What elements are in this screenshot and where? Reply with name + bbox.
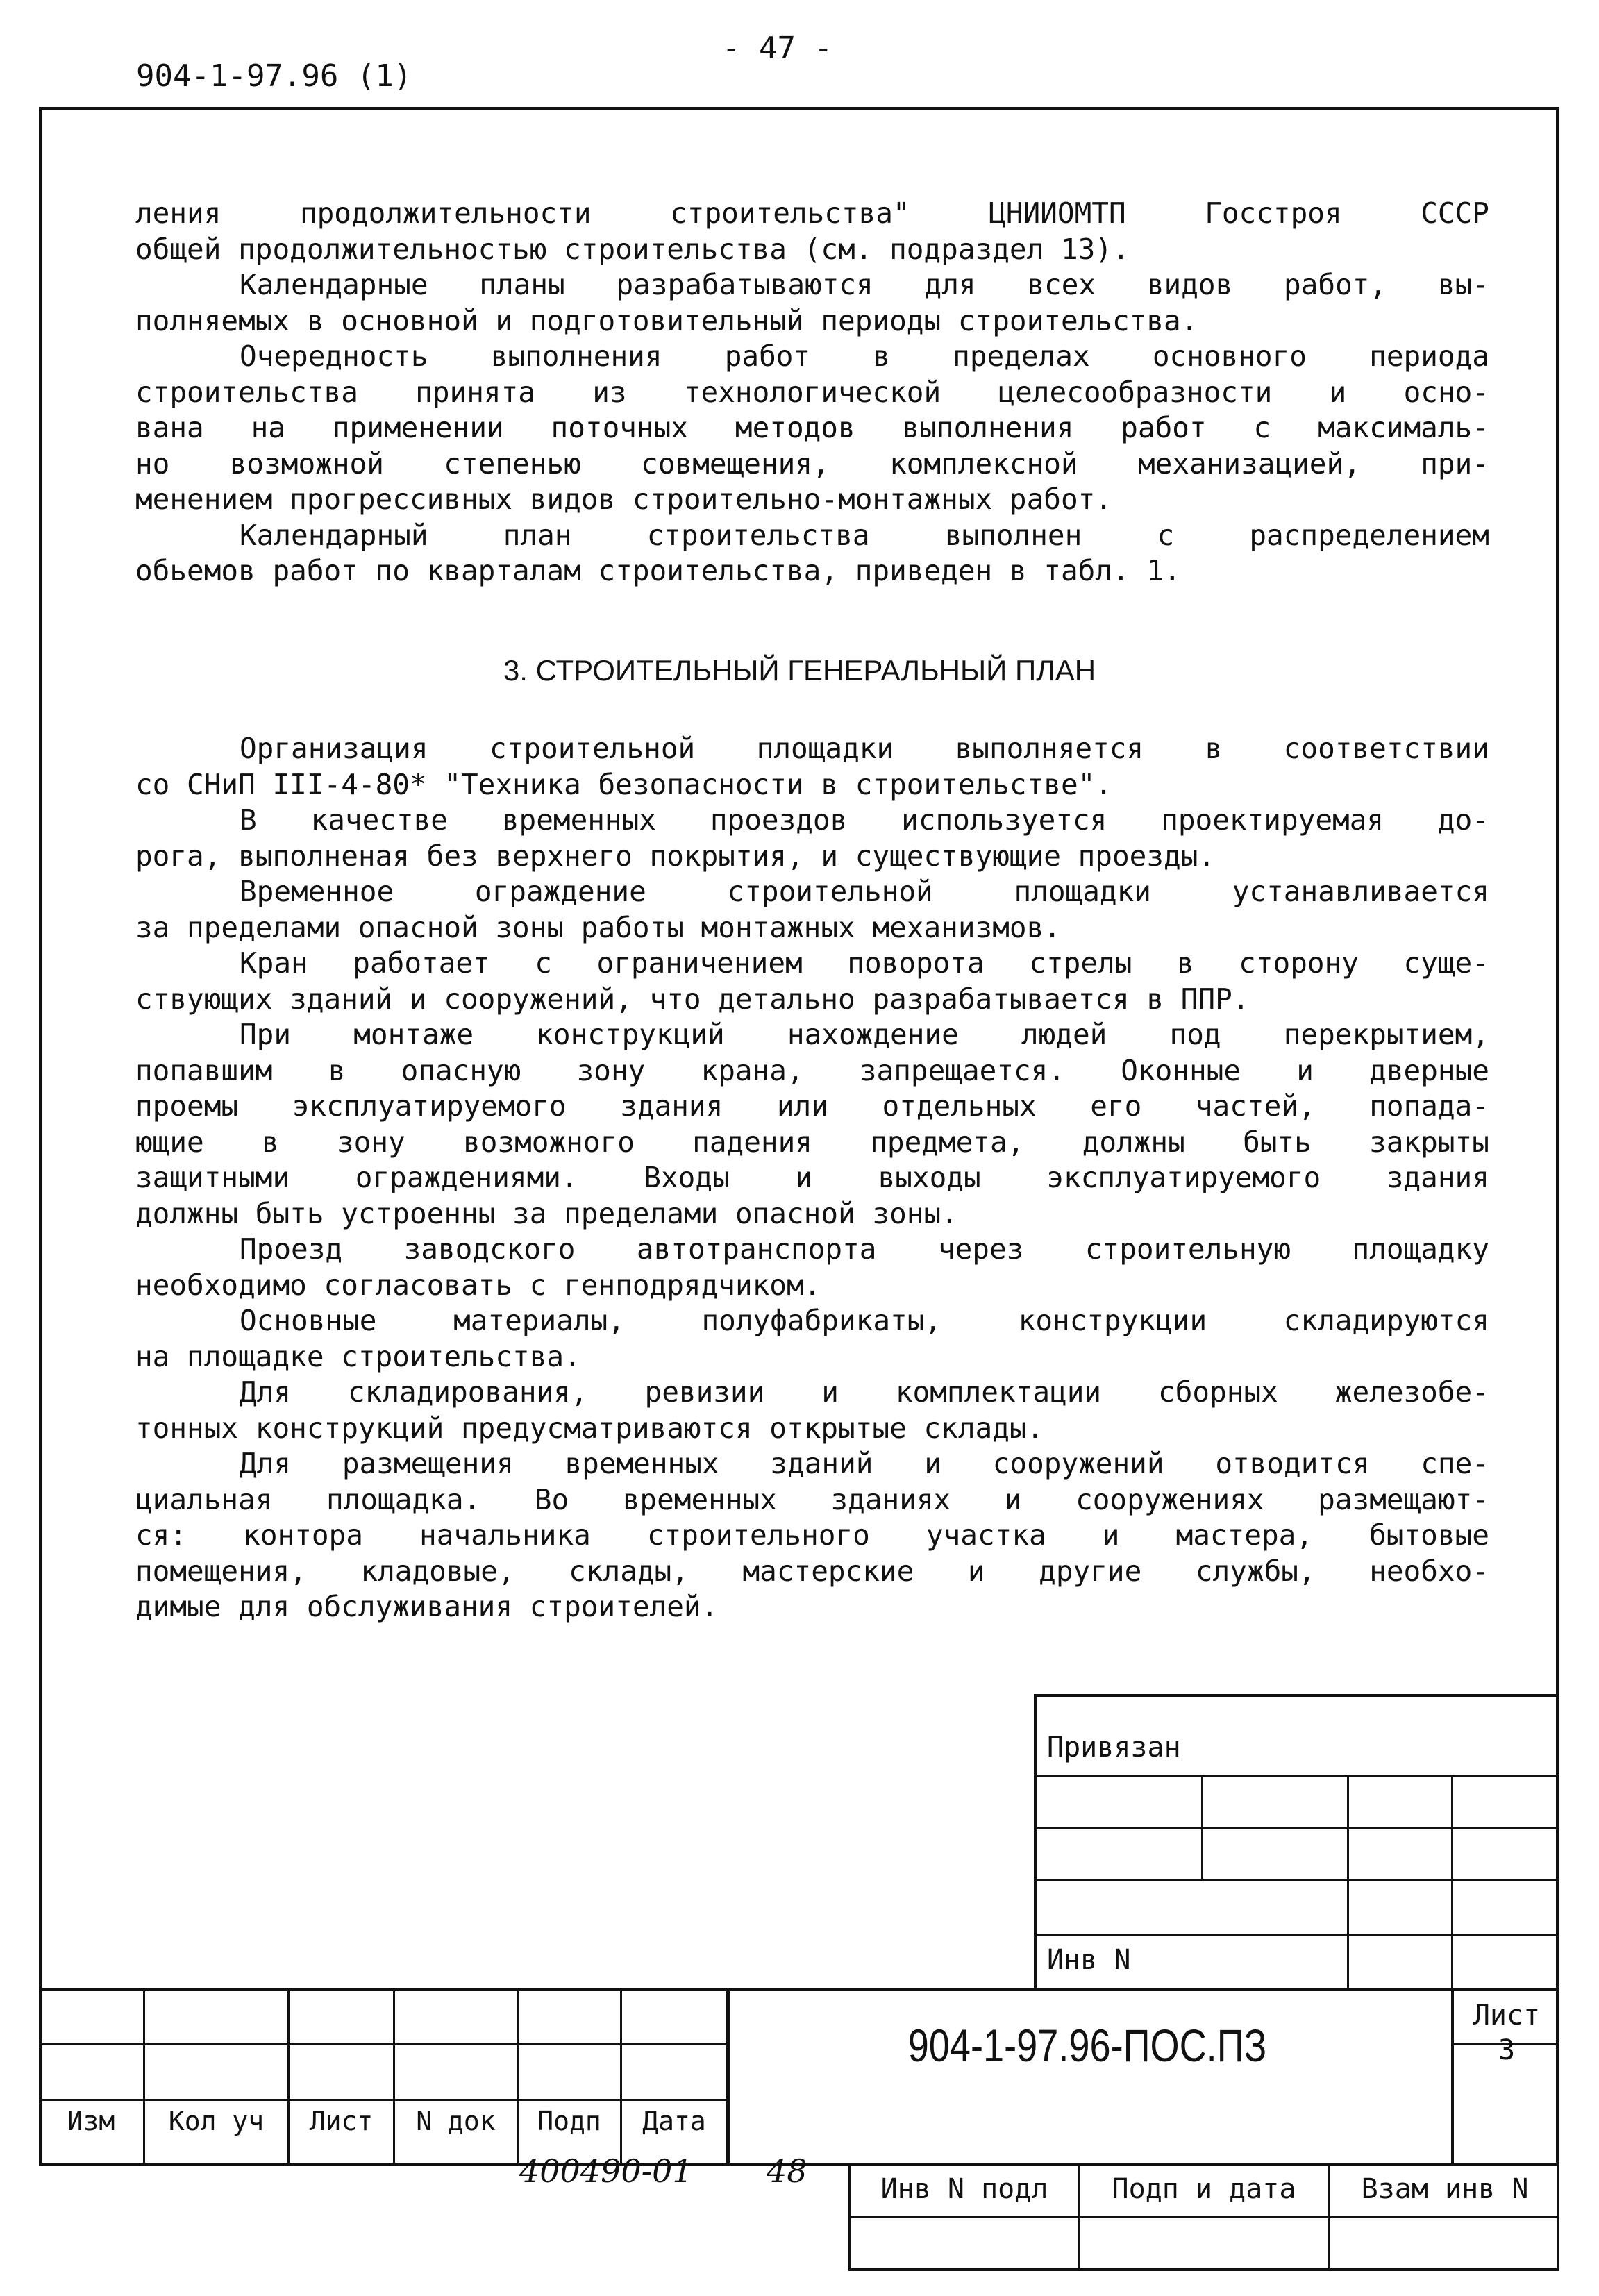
header-n-dok: N док <box>416 2106 496 2136</box>
sheet-number: 3 <box>1498 2034 1516 2066</box>
text-line: Очередность выполнения работ в пределах основного периода <box>240 340 1489 373</box>
text-line: строительства принята из технологической целесообразности и осно- <box>135 375 1489 409</box>
text-line: полняемых в основной и подготовительный периоды строительства. <box>135 303 1198 337</box>
text-line: тонных конструкций предусматриваются открытые склады. <box>135 1411 1044 1445</box>
inv-no-podl-label: Инв N подл <box>880 2173 1048 2205</box>
text-line: Для размещения временных зданий и сооружений отводится спе- <box>240 1447 1489 1480</box>
text-line: Кран работает с ограничением поворота стрелы в сторону суще- <box>240 946 1489 980</box>
text-line: обьемов работ по кварталам строительства, приведен в табл. 1. <box>135 554 1181 587</box>
text-line: на площадке строительства. <box>135 1339 581 1373</box>
text-line: защитными ограждениями. Входы и выходы эксплуатируемого здания <box>135 1161 1489 1194</box>
text-line: попавшим в опасную зону крана, запрещается. Оконные и дверные <box>135 1053 1489 1087</box>
text-line: циальная площадка. Во временных зданиях и сооружениях размещают- <box>135 1482 1489 1516</box>
vzam-inv-label: Взам инв N <box>1361 2173 1529 2205</box>
text-line: ющие в зону возможного падения предмета, должны быть закрыты <box>135 1125 1489 1159</box>
handwritten-code: 400490-01 <box>519 2152 693 2190</box>
sheet-label: Лист <box>1473 2000 1541 2031</box>
text-line: Временное ограждение строительной площадки устанавливается <box>240 875 1489 908</box>
section-title: 3. СТРОИТЕЛЬНЫЙ ГЕНЕРАЛЬНЫЙ ПЛАН <box>503 654 1096 687</box>
text-line: ся: контора начальника строительного участка и мастера, бытовые <box>135 1518 1489 1552</box>
text-line: ления продолжительности строительства" ЦНИИОМТП Госстроя СССР <box>135 196 1489 230</box>
text-line: но возможной степенью совмещения, комплексной механизацией, при- <box>135 446 1489 480</box>
page-number: - 47 - <box>722 31 832 66</box>
podp-i-data-label: Подп и дата <box>1112 2173 1296 2205</box>
privyazan-label: Привязан <box>1047 1732 1181 1763</box>
text-line: Календарные планы разрабатываются для всех видов работ, вы- <box>240 268 1489 301</box>
body-text-lower <box>135 731 1489 1625</box>
document-code: 904-1-97.96-ПОС.ПЗ <box>907 2020 1267 2071</box>
text-line: общей продолжительностью строительства (см. подраздел 13). <box>135 232 1130 266</box>
header-list: Лист <box>309 2106 374 2136</box>
text-line: вана на применении поточных методов выполнения работ с максималь- <box>135 411 1489 444</box>
inv-no-label: Инв N <box>1047 1944 1131 1976</box>
header-data: Дата <box>642 2106 706 2136</box>
text-line: помещения, кладовые, склады, мастерские и другие службы, необхо- <box>135 1554 1489 1588</box>
text-line: димые для обслуживания строителей. <box>135 1590 719 1623</box>
text-line: При монтаже конструкций нахождение людей под перекрытием, <box>240 1018 1489 1051</box>
text-line: Проезд заводского автотранспорта через строительную площадку <box>240 1232 1489 1266</box>
text-line: Календарный план строительства выполнен с распределением <box>240 518 1489 552</box>
text-line: Для складирования, ревизии и комплектации сборных железобе- <box>240 1375 1489 1409</box>
text-line: Организация строительной площадки выполняется в соответствии <box>240 732 1489 765</box>
header-kol-uch: Кол уч <box>168 2106 265 2136</box>
header-izm: Изм <box>67 2106 115 2136</box>
text-line: рога, выполненая без верхнего покрытия, и существующие проезды. <box>135 839 1216 873</box>
text-line: Основные материалы, полуфабрикаты, конструкции складируются <box>240 1304 1489 1337</box>
text-line: должны быть устроенны за пределами опасной зоны. <box>135 1196 958 1230</box>
text-line: менением прогрессивных видов строительно-монтажных работ. <box>135 483 1112 516</box>
text-line: ствующих зданий и сооружений, что детально разрабатывается в ППР. <box>135 982 1250 1016</box>
text-line: за пределами опасной зоны работы монтажных механизмов. <box>135 910 1061 944</box>
text-line: проемы эксплуатируемого здания или отдельных его частей, попада- <box>135 1089 1489 1123</box>
text-line: со СНиП III-4-80* "Техника безопасности в строительстве". <box>135 767 1112 801</box>
header-podp: Подп <box>537 2106 601 2136</box>
document-code-header: 904-1-97.96 (1) <box>136 58 412 94</box>
text-line: В качестве временных проездов используется проектируемая до- <box>240 803 1489 837</box>
text-line: необходимо согласовать с генподрядчиком. <box>135 1268 821 1302</box>
body-text-upper <box>135 196 1489 589</box>
handwritten-page: 48 <box>767 2152 807 2190</box>
